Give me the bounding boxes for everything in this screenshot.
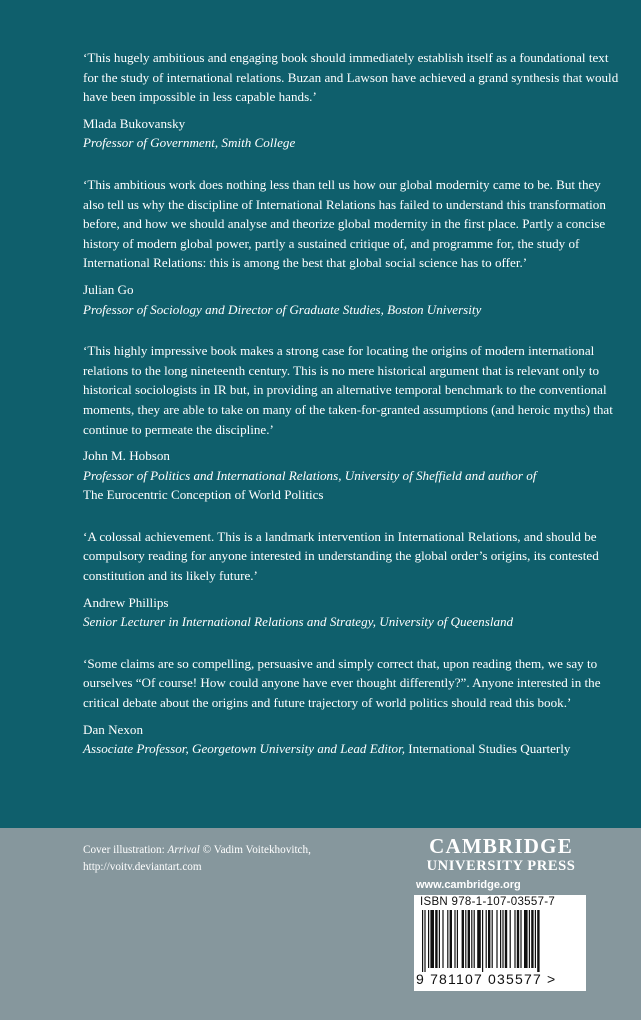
barcode-bar [450, 910, 452, 968]
barcode-bar [422, 910, 423, 972]
barcode-bar [535, 910, 536, 968]
barcode-bar [447, 910, 448, 968]
barcode-bar [424, 910, 425, 972]
barcode-bar [537, 910, 539, 972]
quote-affiliation [83, 300, 623, 320]
endorsement [83, 48, 623, 153]
barcode-bars [420, 910, 580, 972]
credit-url: http://voitv.deviantart.com [83, 861, 202, 873]
affiliation-italic: Professor of Sociology and Director of Graduate Studies, Boston University [83, 301, 482, 317]
barcode-bar [462, 910, 464, 968]
endorsement [83, 527, 623, 632]
barcode-bar [439, 910, 440, 968]
affiliation-italic: Associate Professor, Georgetown University and Lead Editor, [83, 741, 405, 757]
credit-artwork-title: Arrival [167, 844, 200, 856]
quote-text: ‘Some claims are so compelling, persuasive and simply correct that, upon reading them, we say to ourselves “Of course! How could anyone have ever thought differently?”. Anyone interested in the critical debate about the origins and future trajectory of world politics should read this book.’ [83, 655, 601, 711]
barcode-bar [435, 910, 437, 968]
quote-affiliation [83, 612, 623, 632]
barcode-bar [428, 910, 429, 968]
quote-text: ‘This ambitious work does nothing less than tell us how our global modernity came to be. But they also tell us why the discipline of International Relations has failed to understand this transformation before, and how we should analyse and theorize global modernity in the first place. Partly a concise history of modern global power, partly a sustained critique of, and programme for, the study of International Relations: this is among the best that global social science has to offer.’ [83, 176, 606, 271]
barcode-bar [474, 910, 475, 968]
credit-artist: © Vadim Voitekhovitch, [199, 844, 311, 856]
barcode-bar [488, 910, 490, 968]
quote-affiliation [83, 466, 623, 505]
credit-prefix: Cover illustration: [83, 844, 168, 856]
quote-affiliation [83, 739, 623, 759]
barcode-bar [502, 910, 503, 968]
isbn-label: ISBN 978-1-107-03557-7 [420, 896, 556, 908]
barcode-bar [465, 910, 466, 968]
cover-credit [83, 842, 343, 876]
quote-author: John M. Hobson [83, 448, 170, 464]
barcode-bar [471, 910, 472, 968]
affiliation-italic: Senior Lecturer in International Relations and Strategy, University of Queensland [83, 614, 514, 630]
barcode-bar [496, 910, 497, 968]
affiliation-italic: Professor of Government, Smith College [83, 135, 296, 151]
barcode-bar [454, 910, 455, 968]
affiliation-book-title: The Eurocentric Conception of World Politics [83, 487, 324, 503]
barcode-bar [442, 910, 443, 968]
barcode-bar [529, 910, 530, 968]
barcode-bar [514, 910, 515, 968]
barcode-bar [457, 910, 458, 968]
endorsement [83, 175, 623, 319]
quote-author: Dan Nexon [83, 721, 143, 737]
quote-author: Julian Go [83, 281, 134, 297]
barcode-bar [531, 910, 533, 968]
barcode-bar [500, 910, 501, 968]
quote-text: ‘A colossal achievement. This is a landmark intervention in International Relations, and should be compulsory reading for anyone interested in understanding the global order’s origins, its contested constitution and its likely future.’ [83, 528, 599, 584]
endorsement [83, 341, 623, 505]
barcode-bar [520, 910, 521, 968]
barcode-bar [505, 910, 507, 968]
quote-affiliation [83, 133, 623, 153]
barcode-bar [482, 910, 483, 972]
quote-text: ‘This highly impressive book makes a strong case for locating the origins of modern international relations to the long nineteenth century. This is no mere historical argument that is relevant only to historical sociologists in IR but, in providing an alternative temporal benchmark to the conventional moments, they are able to take on many of the taken-for-granted assumptions (and heroic myths) that continue to permeate the discipline.’ [83, 343, 613, 437]
endorsements [83, 48, 623, 759]
publisher-subtitle: UNIVERSITY PRESS [426, 858, 576, 874]
barcode-digits: 9 781107 035577 > [416, 971, 557, 987]
quote-author: Andrew Phillips [83, 594, 169, 610]
barcode-bar [510, 910, 511, 968]
barcode-bar [492, 910, 493, 968]
barcode-bar [486, 910, 487, 968]
endorsement [83, 654, 623, 759]
barcode-bar [430, 910, 434, 968]
affiliation-italic: Professor of Politics and International Relations, University of Sheffield and author of [83, 467, 537, 483]
publisher-website: www.cambridge.org [416, 879, 521, 891]
quote-author: Mlada Bukovansky [83, 115, 186, 131]
barcode [414, 895, 586, 991]
barcode-bar [524, 910, 528, 968]
barcode-bar [517, 910, 519, 968]
barcode-bar [468, 910, 470, 968]
barcode-bar [477, 910, 481, 968]
affiliation-journal: International Studies Quarterly [408, 741, 571, 757]
quote-text: ‘This hugely ambitious and engaging book should immediately establish itself as a foundational text for the study of international relations. Buzan and Lawson have achieved a grand synthesis that would have been impossible in less capable hands.’ [83, 50, 619, 105]
publisher-name: CAMBRIDGE [429, 834, 573, 858]
